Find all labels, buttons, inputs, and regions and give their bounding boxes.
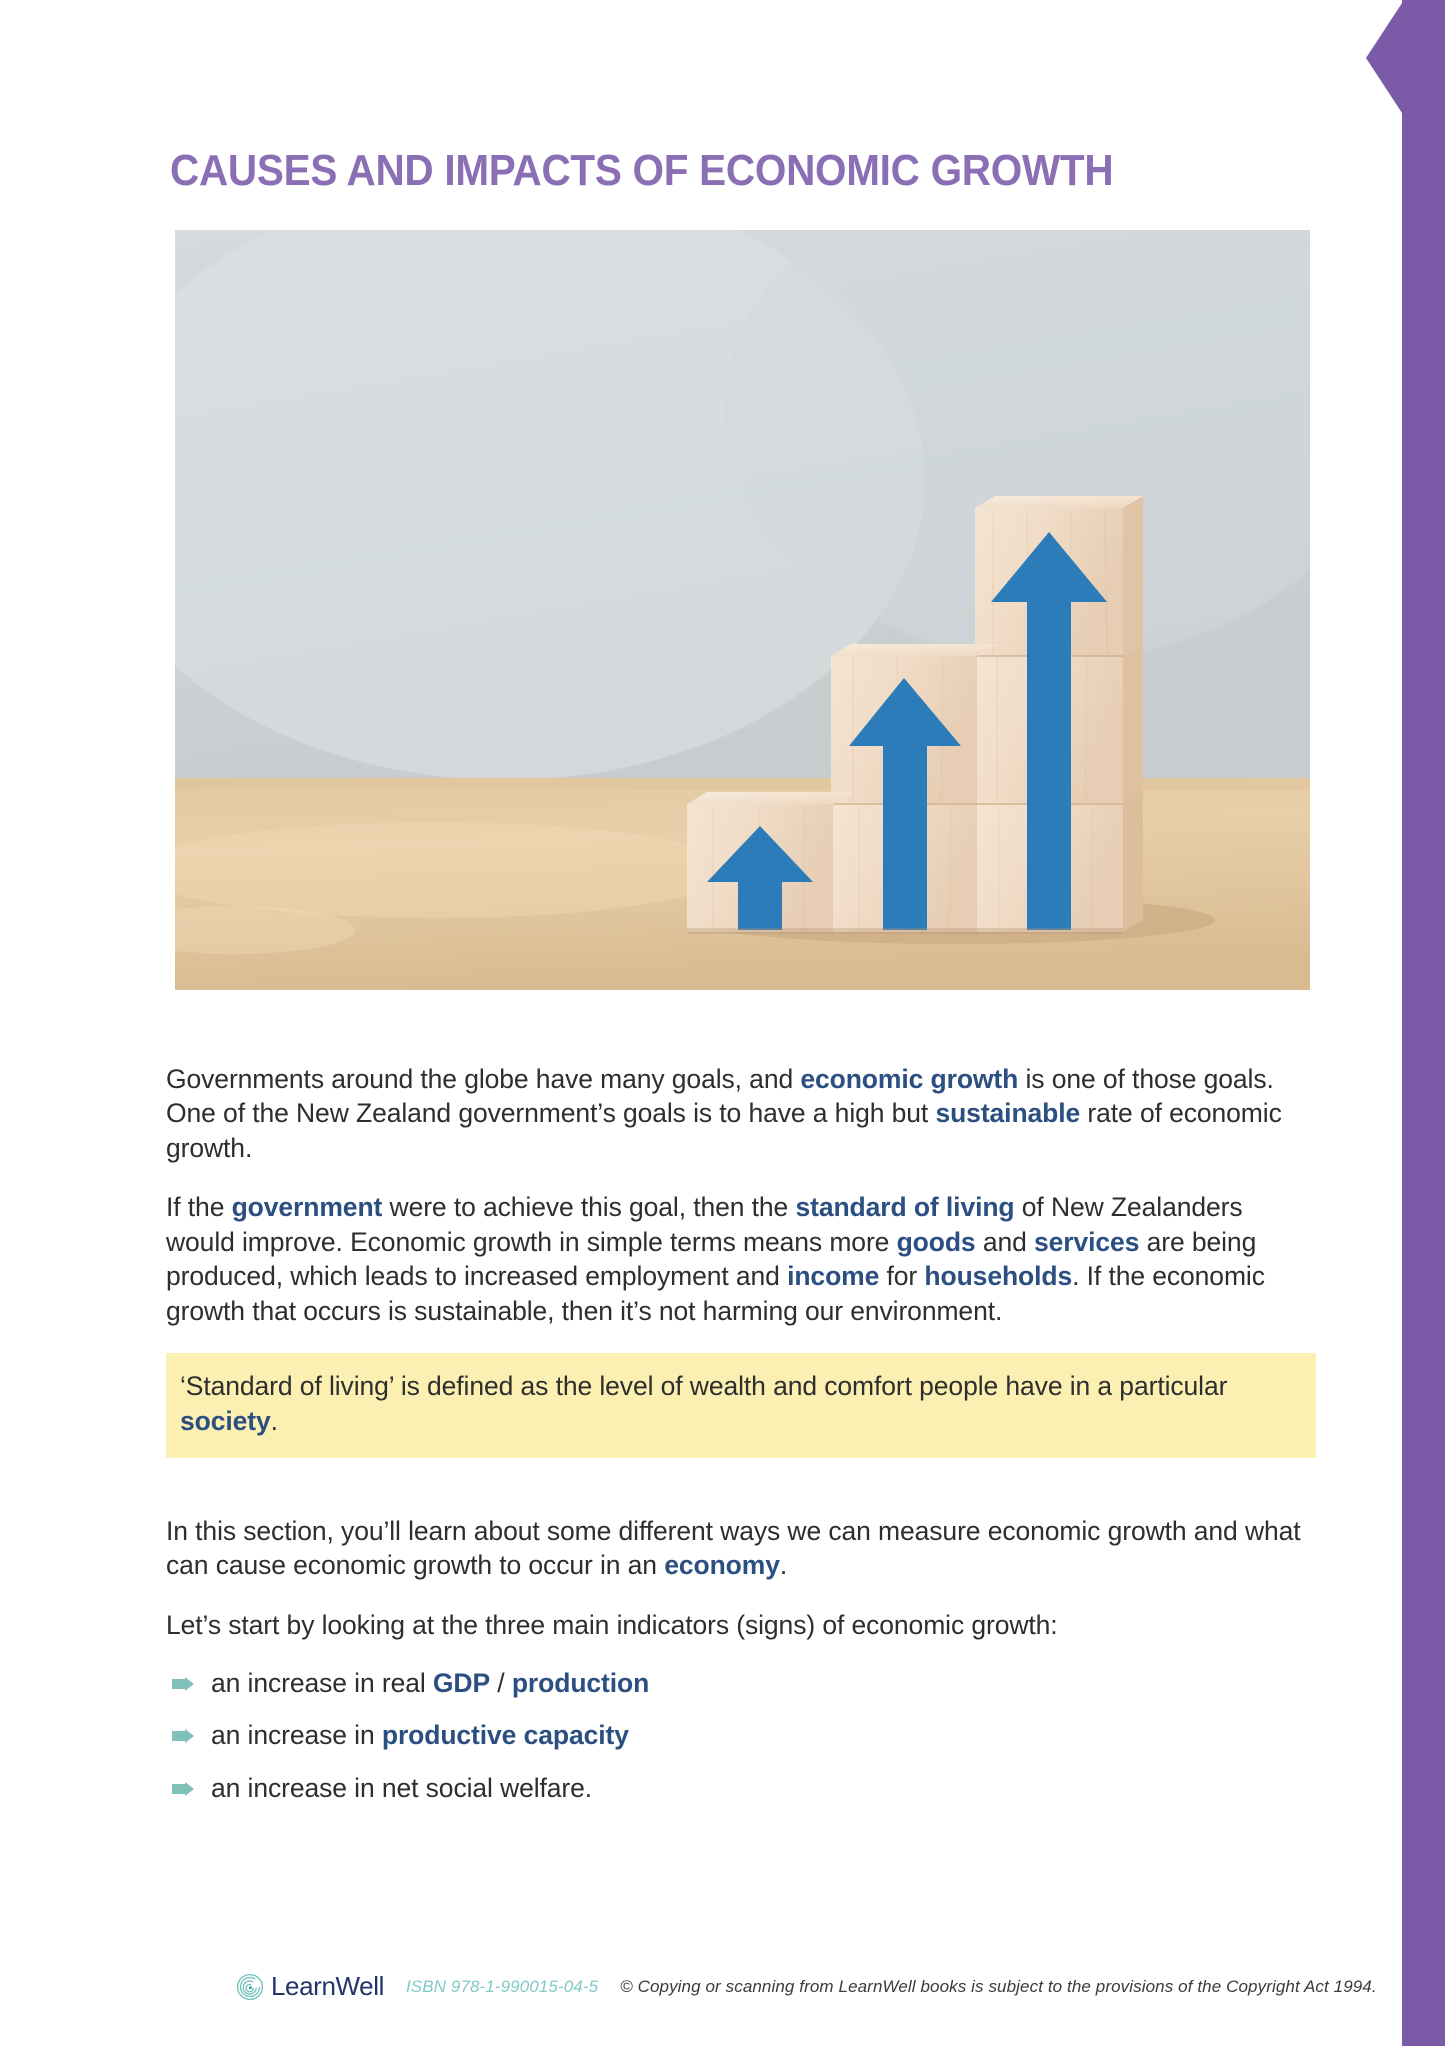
learnwell-wordmark: LearnWell [271,1971,384,2001]
learnwell-spiral-logo-icon [236,1973,264,2001]
term-goods: goods [896,1226,976,1257]
arrow-bullet-icon [172,1729,194,1743]
right-edge-accent-bar [1402,0,1445,2046]
p2-seg4: and [975,1226,1035,1257]
term-government: government [231,1192,383,1223]
list-item [166,1667,1316,1700]
p2-seg1: If the [166,1192,232,1223]
p1-seg3: rate of economic growth. [166,1098,1282,1163]
p1-seg1: Governments around the globe have many goals, and [166,1064,801,1094]
footer-isbn: ISBN 978-1-990015-04-5 [405,1976,599,1996]
page-footer [236,1971,1377,2002]
arrow-bullet-icon [172,1677,194,1691]
term-economic-growth: economic growth [800,1064,1019,1094]
paragraph-1 [166,1062,1316,1165]
hero-image [175,230,1310,990]
p3-seg1: In this section, you’ll learn about some different ways we can measure economic growth and what can cause economic growth to occur in an [166,1515,1301,1581]
indicator-1-seg1: an increase in real [211,1668,433,1699]
term-income: income [787,1261,880,1292]
indicator-1-seg2: / [490,1668,512,1699]
term-productive-capacity: productive capacity [381,1720,629,1751]
list-item [166,1719,1316,1752]
p2-seg5: are being produced, which leads to increased employment and [166,1226,1257,1292]
def-seg1: ‘Standard of living’ is defined as the level of wealth and comfort people have in a particular [180,1371,1228,1402]
list-item [166,1772,1316,1805]
p2-seg6: for [879,1261,925,1292]
paragraph-3 [166,1514,1316,1583]
p3-seg2: . [779,1550,788,1581]
term-households: households [924,1261,1073,1292]
footer-copyright: © Copying or scanning from LearnWell books is subject to the provisions of the Copyright Act 1994. [620,1976,1377,1996]
indicators-list [166,1667,1316,1804]
term-services: services [1034,1226,1140,1257]
term-economy: economy [664,1550,780,1581]
paragraph-2 [166,1190,1316,1328]
body-content [166,1062,1316,1805]
term-gdp: GDP [432,1668,491,1699]
definition-callout-box [166,1353,1316,1458]
p2-seg3: of New Zealanders would improve. Economic growth in simple terms means more [166,1192,1243,1257]
indicator-2-seg1: an increase in [211,1720,382,1751]
term-sustainable: sustainable [935,1098,1081,1129]
def-seg2: . [270,1405,278,1436]
indicator-3-seg1: an increase in net social welfare. [211,1772,593,1803]
spacer [166,1458,1316,1514]
p1-seg2: is one of those goals. One of the New Zealand government’s goals is to have a high but [166,1064,1274,1129]
paragraph-4: Let’s start by looking at the three main indicators (signs) of economic growth: [166,1609,1058,1640]
p2-seg2: were to achieve this goal, then the [382,1192,796,1223]
left-chevron-notch-icon [1366,0,1404,116]
p2-seg7: . If the economic growth that occurs is sustainable, then it’s not harming our environment. [166,1261,1265,1326]
definition-text [180,1369,1302,1438]
term-standard-of-living: standard of living [795,1192,1015,1223]
term-society: society [180,1405,271,1436]
page-title: CAUSES AND IMPACTS OF ECONOMIC GROWTH [170,146,1114,195]
term-production: production [511,1668,650,1699]
arrow-bullet-icon [172,1782,194,1796]
